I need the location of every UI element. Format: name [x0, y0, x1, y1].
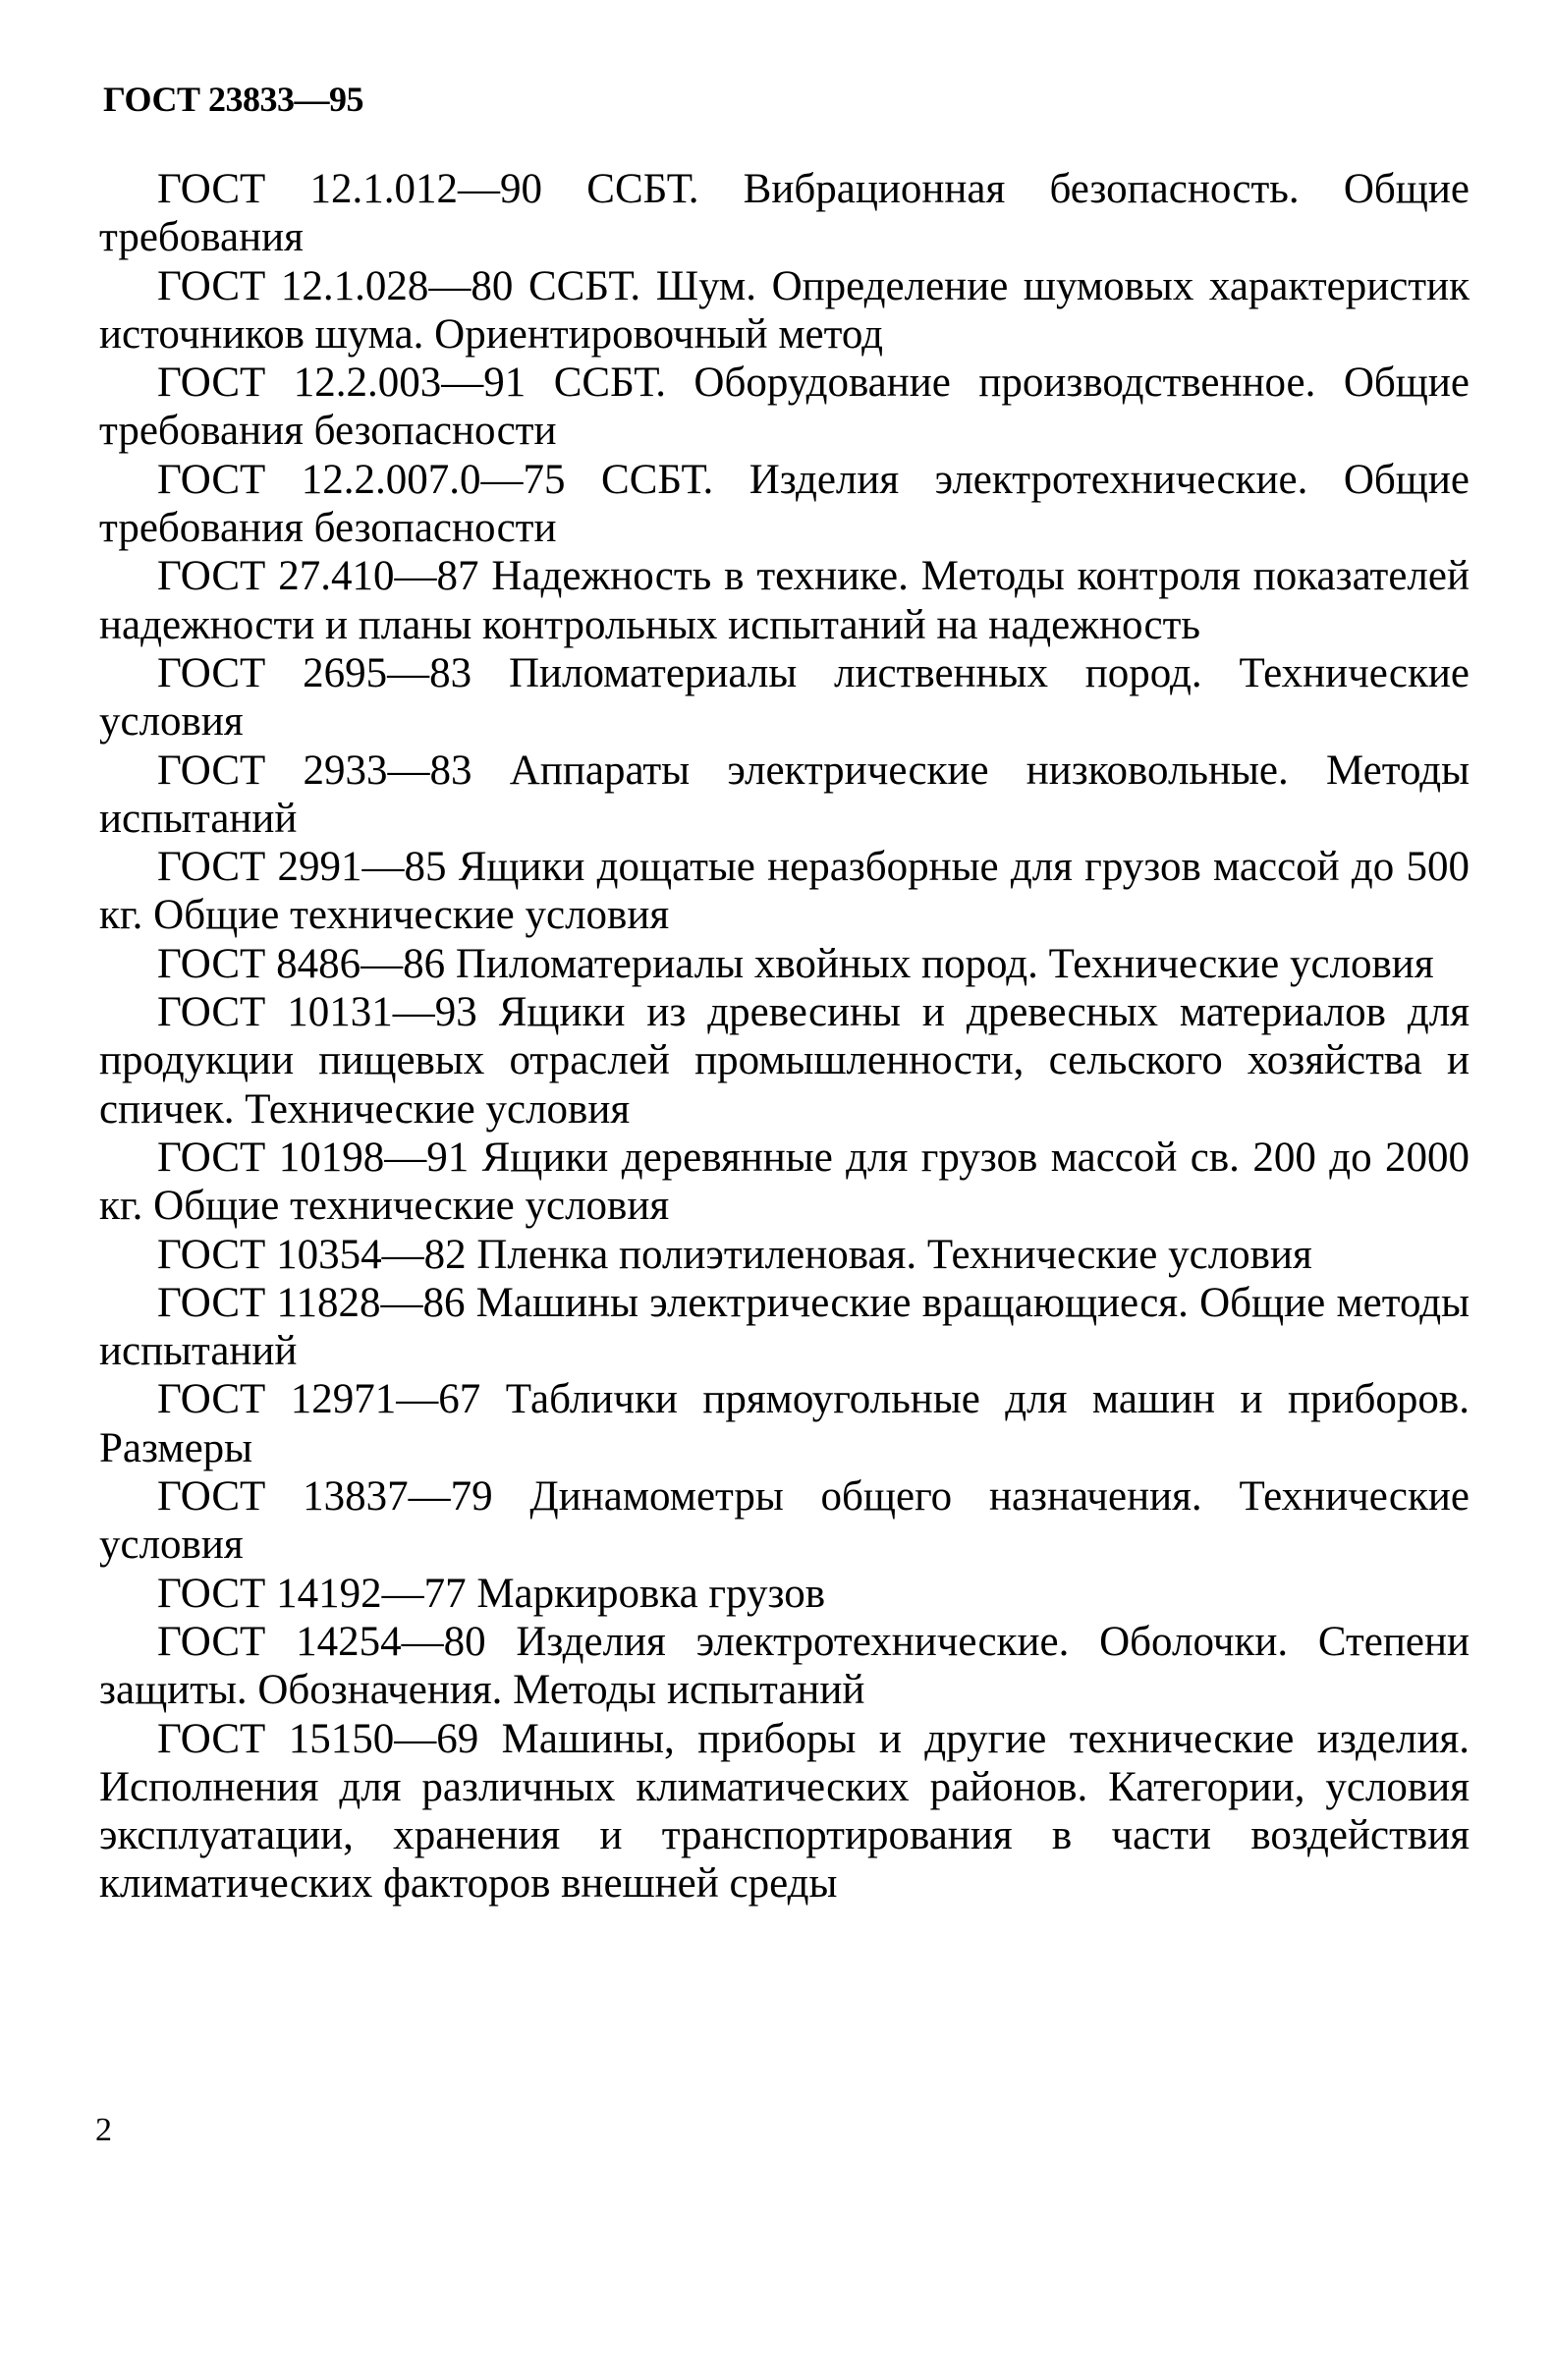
reference-item: ГОСТ 12.2.003—91 ССБТ. Оборудование производственное. Общие требования безопасности	[99, 360, 1470, 455]
reference-item: ГОСТ 10131—93 Ящики из древесины и древесных материалов для продукции пищевых отраслей промышленности, сельского хозяйства и спичек. Технические условия	[99, 989, 1470, 1133]
reference-item: ГОСТ 12.1.028—80 ССБТ. Шум. Определение шумовых характеристик источников шума. Ориентировочный метод	[99, 262, 1470, 358]
reference-item: ГОСТ 11828—86 Машины электрические вращающиеся. Общие методы испытаний	[99, 1279, 1470, 1375]
reference-item: ГОСТ 27.410—87 Надежность в технике. Методы контроля показателей надежности и планы контрольных испытаний на надежность	[99, 553, 1470, 648]
reference-item: ГОСТ 2991—85 Ящики дощатые неразборные для грузов массой до 500 кг. Общие технические условия	[99, 844, 1470, 939]
page-number: 2	[95, 2112, 112, 2148]
reference-item: ГОСТ 14192—77 Маркировка грузов	[157, 1570, 826, 1617]
reference-item: ГОСТ 14254—80 Изделия электротехнические. Оболочки. Степени защиты. Обозначения. Методы испытаний	[99, 1618, 1470, 1714]
reference-item: ГОСТ 12971—67 Таблички прямоугольные для машин и приборов. Размеры	[99, 1376, 1470, 1471]
reference-item: ГОСТ 2695—83 Пиломатериалы лиственных пород. Технические условия	[99, 649, 1470, 746]
reference-item: ГОСТ 15150—69 Машины, приборы и другие технические изделия. Исполнения для различных климатических районов. Категории, условия эксплуатации, хранения и транспортирования в части воздействия климатических факторов внешней среды	[99, 1715, 1470, 1908]
reference-item: ГОСТ 8486—86 Пиломатериалы хвойных пород. Технические условия	[157, 940, 1434, 987]
reference-item: ГОСТ 12.1.012—90 ССБТ. Вибрационная безопасность. Общие требования	[99, 166, 1470, 261]
references-list	[99, 165, 1470, 1909]
reference-item: ГОСТ 13837—79 Динамометры общего назначения. Технические условия	[99, 1473, 1470, 1569]
page-header: ГОСТ 23833—95	[103, 80, 363, 119]
reference-item: ГОСТ 12.2.007.0—75 ССБТ. Изделия электротехнические. Общие требования безопасности	[99, 456, 1470, 552]
reference-item: ГОСТ 10354—82 Пленка полиэтиленовая. Технические условия	[157, 1231, 1312, 1278]
reference-item: ГОСТ 10198—91 Ящики деревянные для грузов массой св. 200 до 2000 кг. Общие технические условия	[99, 1134, 1470, 1230]
reference-item: ГОСТ 2933—83 Аппараты электрические низковольные. Методы испытаний	[99, 747, 1470, 842]
